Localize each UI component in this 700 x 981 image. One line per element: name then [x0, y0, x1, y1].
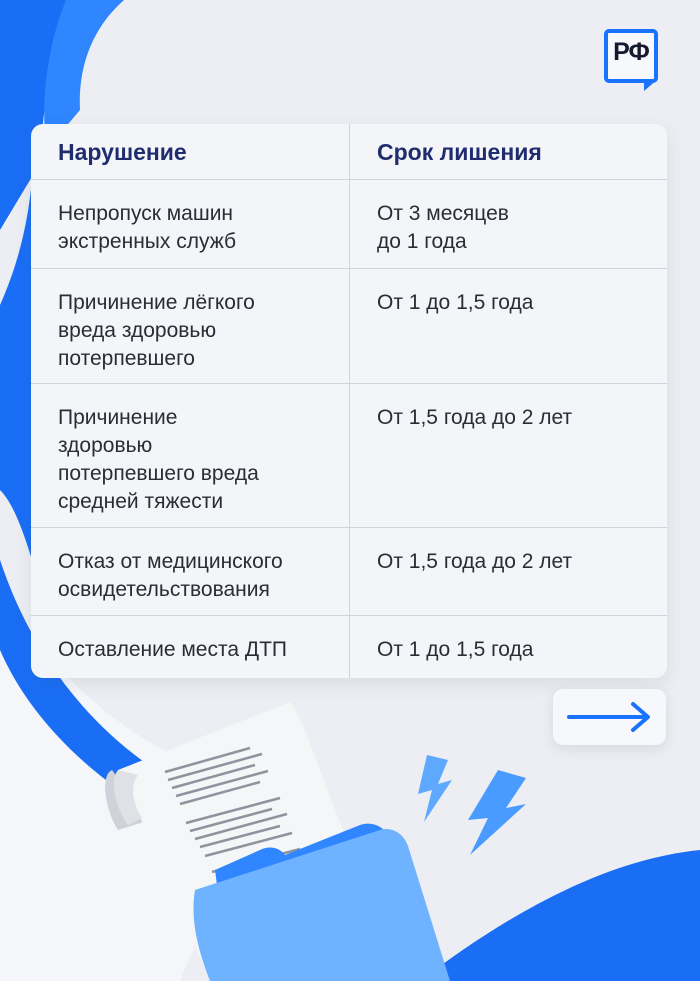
table-row	[31, 528, 667, 616]
logo-text: РФ	[613, 38, 649, 66]
cell-violation	[31, 384, 350, 528]
table-row	[31, 180, 667, 269]
cell-term	[350, 269, 668, 384]
cell-text: Непропуск машин экстренных служб	[58, 202, 237, 253]
cell-violation	[31, 180, 350, 269]
violations-table-card	[31, 124, 667, 678]
cell-term	[350, 616, 668, 679]
cell-text: Оставление места ДТП	[58, 638, 288, 661]
document-illustration	[0, 690, 700, 981]
column-header-label: Срок лишения	[377, 138, 542, 165]
table-row	[31, 616, 667, 679]
cell-violation	[31, 269, 350, 384]
table-row	[31, 384, 667, 528]
cell-text: От 1,5 года до 2 лет	[377, 406, 573, 429]
rf-logo	[604, 29, 664, 91]
column-header-violation	[31, 124, 350, 180]
cell-text: От 1 до 1,5 года	[377, 291, 534, 314]
cell-text: От 1,5 года до 2 лет	[377, 550, 573, 573]
logo-speech-tail	[644, 79, 658, 91]
table-row	[31, 269, 667, 384]
cell-term	[350, 528, 668, 616]
cell-term	[350, 180, 668, 269]
cell-violation	[31, 528, 350, 616]
column-header-label: Нарушение	[58, 138, 187, 165]
cell-term	[350, 384, 668, 528]
column-header-term	[350, 124, 668, 180]
lightning-icon	[418, 755, 526, 855]
cell-text: Отказ от медицинского освидетельствования	[58, 550, 283, 601]
cell-text: От 1 до 1,5 года	[377, 638, 534, 661]
cell-text: От 3 месяцев до 1 года	[377, 202, 509, 253]
violations-table	[31, 124, 667, 678]
cell-text: Причинение здоровью потерпевшего вреда средней тяжести	[58, 406, 259, 513]
cell-text: Причинение лёгкого вреда здоровью потерпевшего	[58, 291, 255, 370]
table-header-row	[31, 124, 667, 180]
cell-violation	[31, 616, 350, 679]
